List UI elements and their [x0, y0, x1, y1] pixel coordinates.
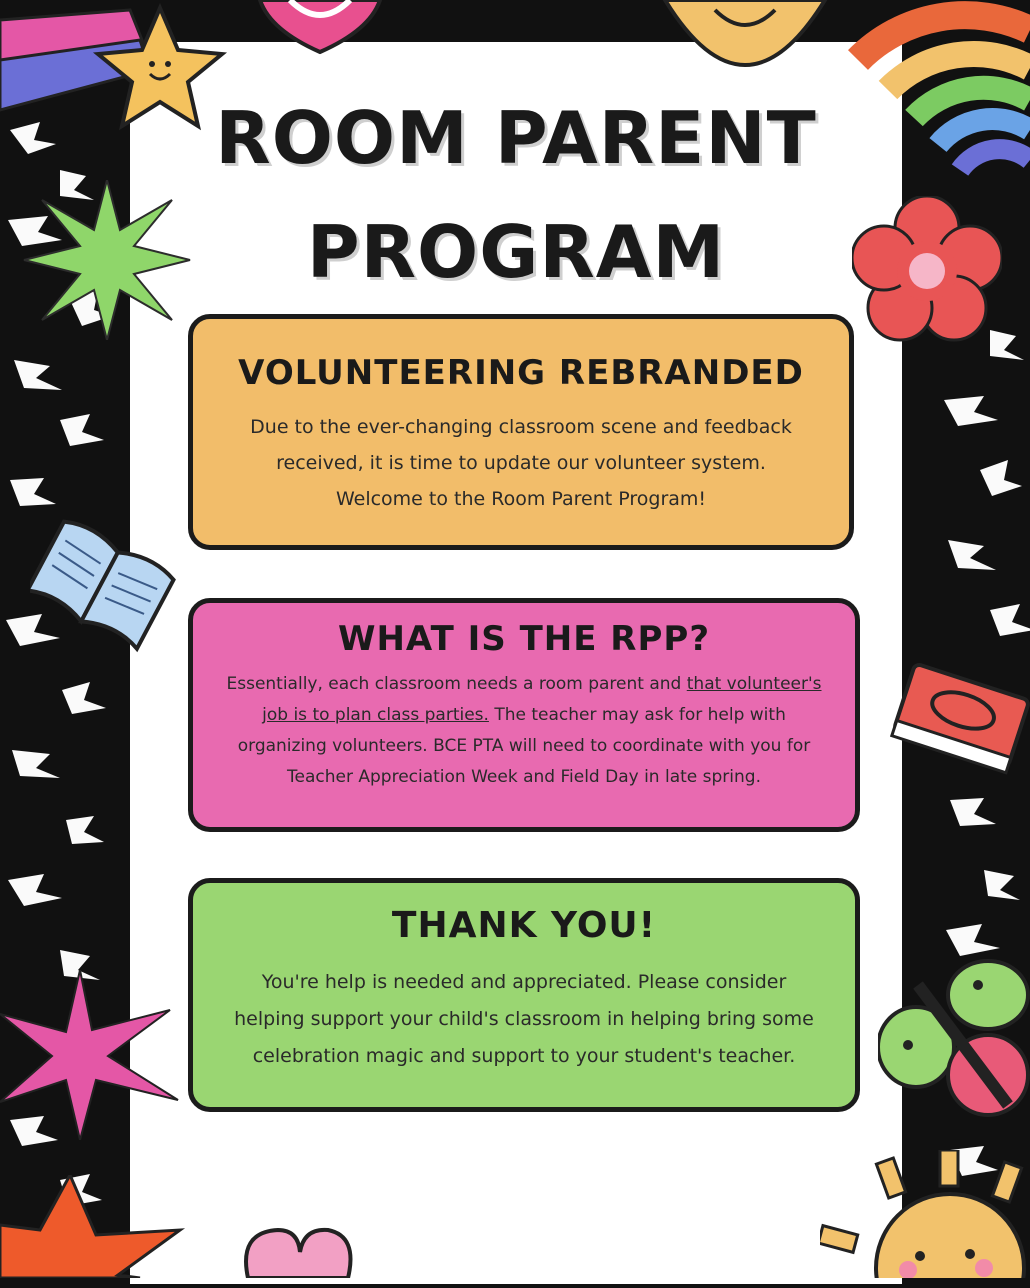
section-thank-you — [188, 878, 860, 1112]
section-body: You're help is needed and appreciated. Please consider helping support your child's classroom in helping bring some celebration magic and support to your student's teacher. — [234, 971, 814, 1067]
heart-icon — [238, 1222, 358, 1278]
section-heading: VOLUNTEERING REBRANDED — [238, 353, 804, 393]
green-burst-icon — [22, 180, 192, 340]
section-heading: WHAT IS THE RPP? — [337, 619, 711, 659]
section-heading: THANK YOU! — [391, 905, 657, 946]
rainbow-icon — [828, 0, 1030, 190]
title-line-1: ROOM PARENT — [215, 96, 817, 180]
body-text: Essentially, each classroom needs a room parent and — [226, 674, 687, 694]
section-volunteering-rebranded — [188, 314, 854, 550]
body-text: The teacher may ask for help with organizing volunteers. BCE PTA will need to coordinate with you for Teacher Appreciation Week and Field Day in late spring. — [237, 705, 811, 787]
sun-icon — [820, 1150, 1030, 1278]
underlined-text: that volunteer's job is to plan class parties. — [262, 674, 822, 725]
heart-icon — [250, 0, 390, 55]
smiley-sun-icon — [660, 0, 830, 70]
closed-book-icon — [890, 660, 1030, 780]
orange-star-icon — [0, 1175, 210, 1278]
title-line-2: PROGRAM — [306, 210, 726, 294]
section-body — [224, 669, 824, 793]
flower-icon — [852, 196, 1002, 346]
butterfly-icon — [878, 955, 1030, 1145]
section-what-is-rpp — [188, 598, 860, 832]
open-book-icon — [30, 508, 180, 658]
section-body: Due to the ever-changing classroom scene and feedback received, it is time to update our volunteer system. Welcome to the Room Parent Program! — [250, 416, 792, 510]
shooting-star-icon — [0, 0, 230, 150]
pink-burst-icon — [0, 970, 180, 1140]
